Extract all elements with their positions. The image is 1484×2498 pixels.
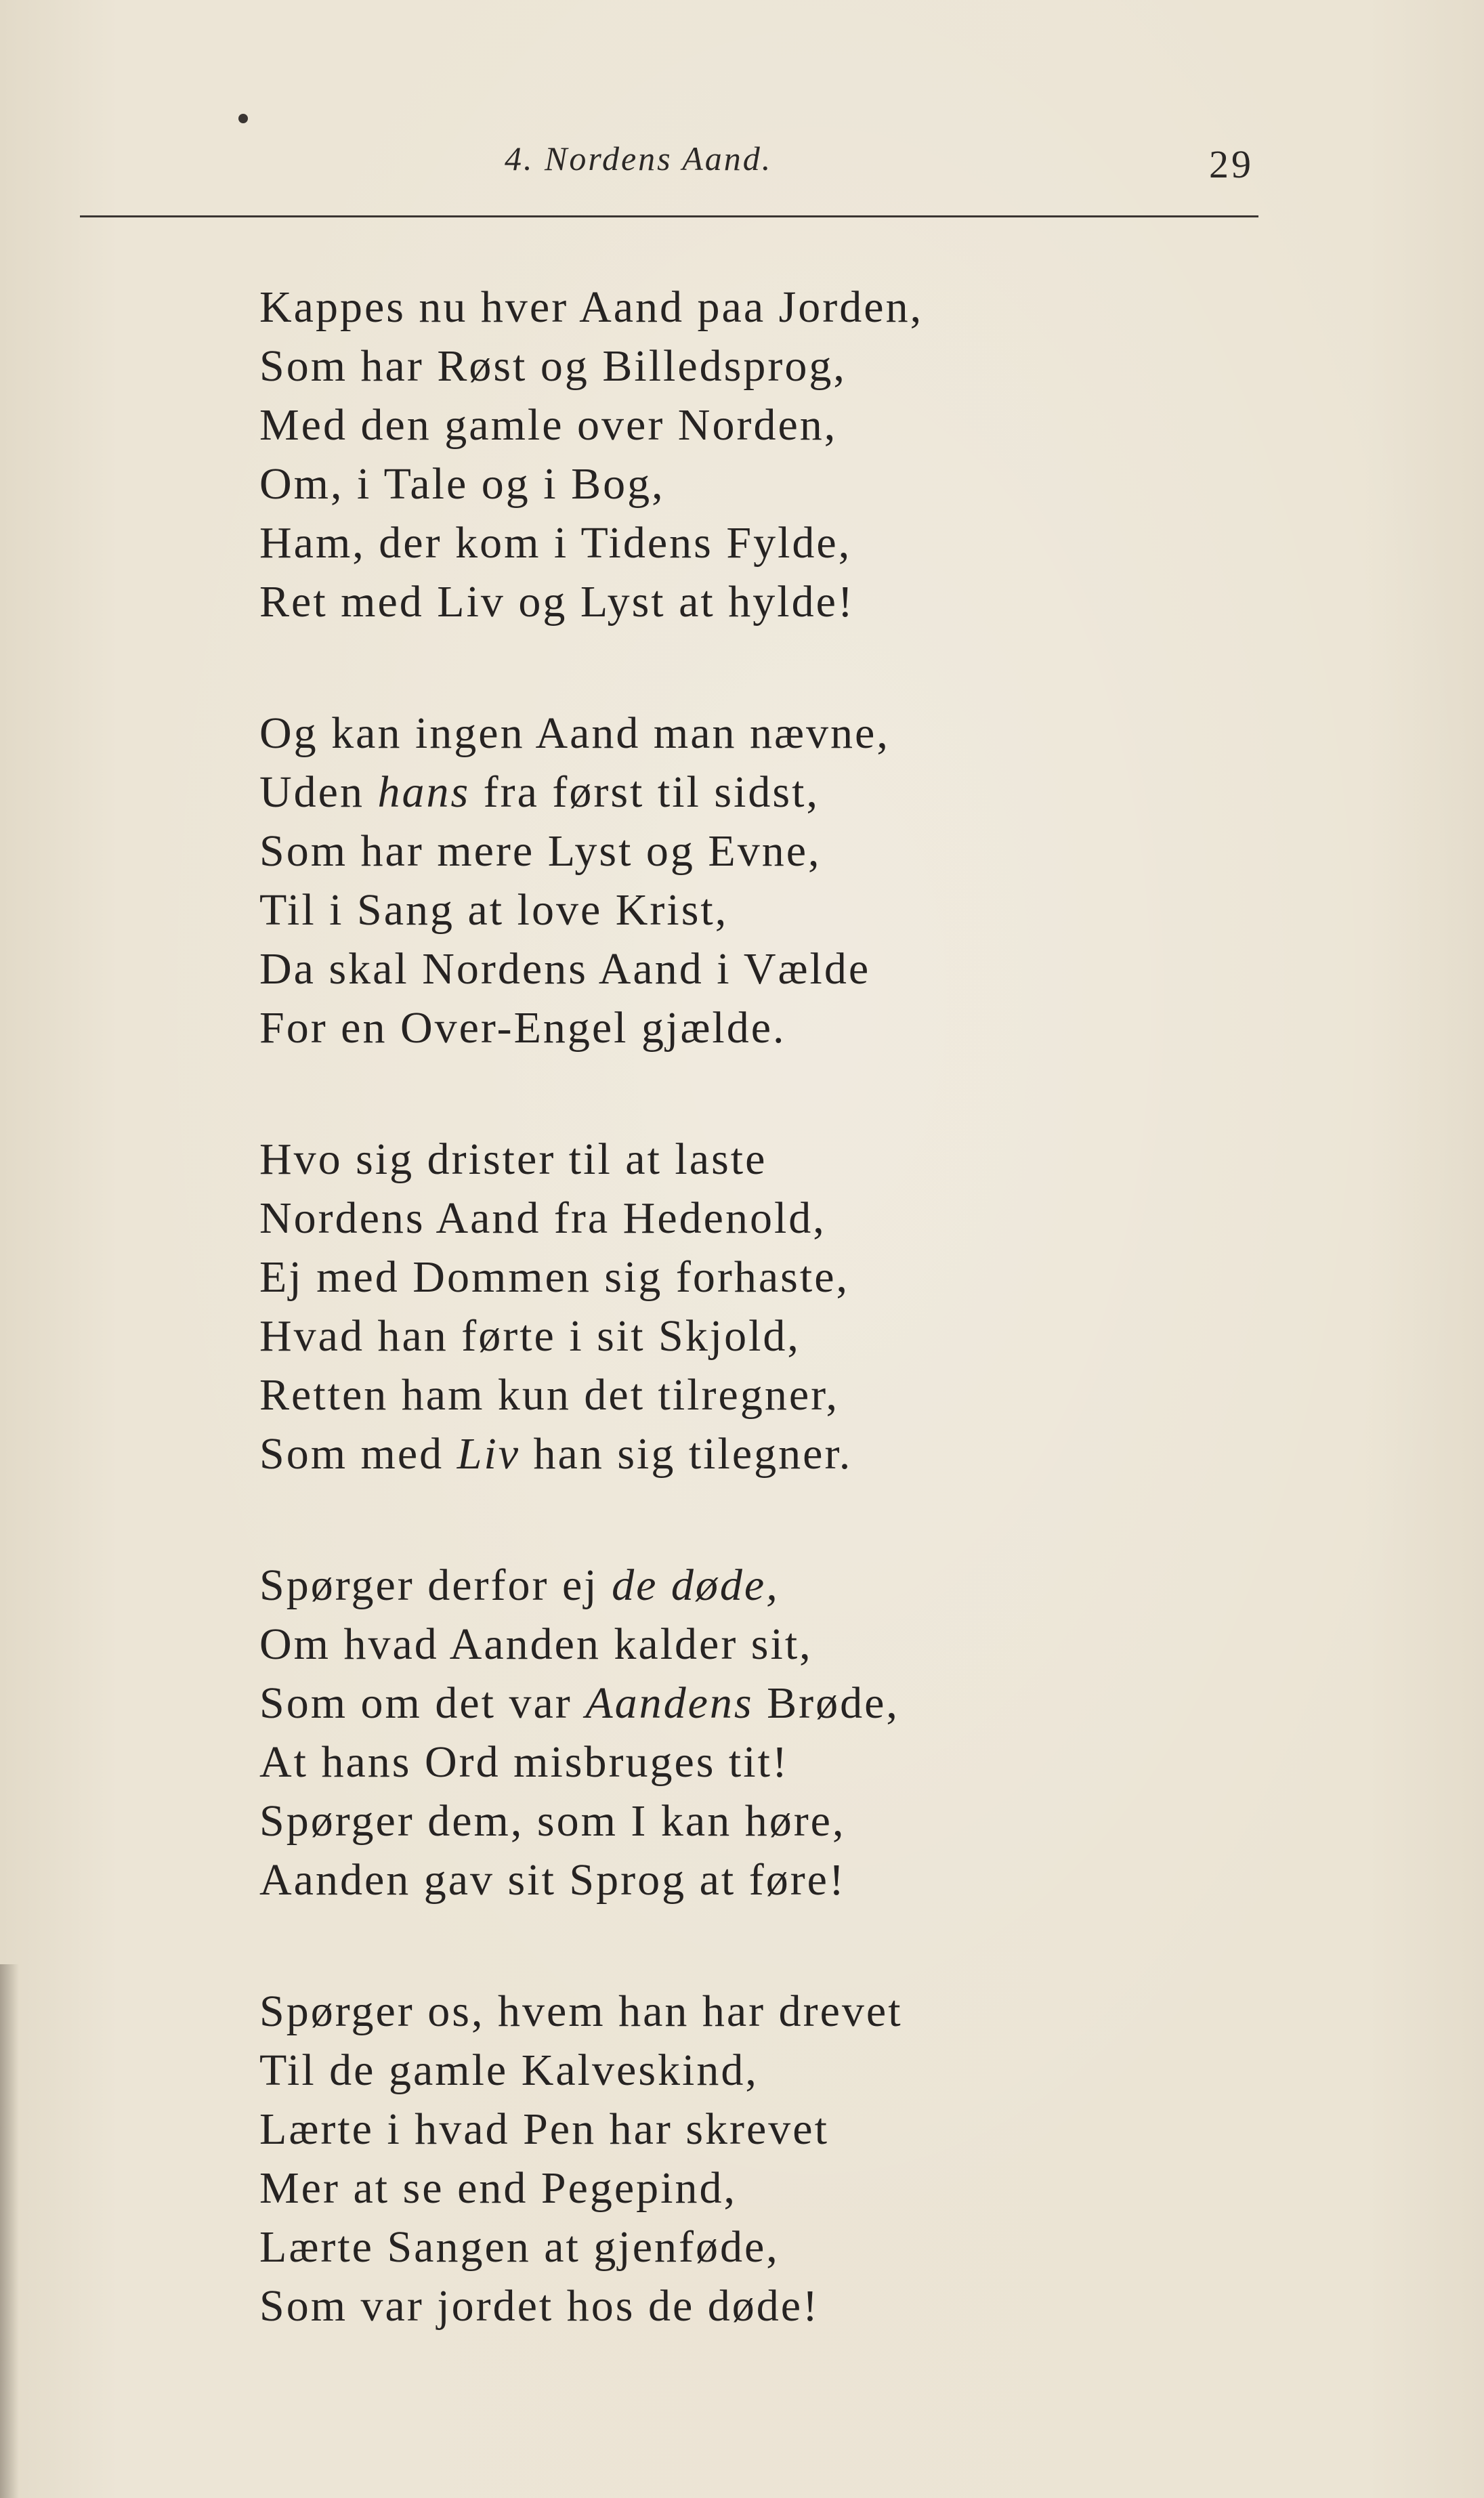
ink-speck xyxy=(238,114,248,123)
verse-line xyxy=(259,1366,1411,1424)
verse-text: Til de gamle Kalveskind, xyxy=(259,2046,759,2095)
verse-line xyxy=(259,454,1411,513)
verse-emphasis: hans xyxy=(377,767,471,817)
verse-line xyxy=(259,1733,1411,1792)
verse-line xyxy=(259,572,1411,631)
verse-text: At hans Ord misbruges tit! xyxy=(259,1737,789,1787)
verse-text: Mer at se end Pegepind, xyxy=(259,2163,737,2213)
verse-text: Aanden gav sit Sprog at føre! xyxy=(259,1855,846,1905)
verse-line xyxy=(259,1248,1411,1307)
verse-text: Til i Sang at love Krist, xyxy=(259,885,729,935)
verse-line xyxy=(259,1982,1411,2041)
verse-text: Som om det var xyxy=(259,1678,586,1728)
verse-line xyxy=(259,2041,1411,2100)
verse-line xyxy=(259,763,1411,822)
page-number: 29 xyxy=(1209,142,1254,186)
verse-text: Med den gamle over Norden, xyxy=(259,400,838,450)
verse-text: Som har mere Lyst og Evne, xyxy=(259,826,822,876)
verse-line xyxy=(259,2218,1411,2277)
verse-text: Da skal Nordens Aand i Vælde xyxy=(259,944,871,994)
verse-line xyxy=(259,1850,1411,1909)
gutter-shadow xyxy=(0,1964,19,2498)
stanza-3 xyxy=(259,1130,1411,1483)
verse-text: Spørger dem, som I kan høre, xyxy=(259,1796,846,1846)
verse-text: Hvo sig drister til at laste xyxy=(259,1135,767,1184)
verse-text: Brøde, xyxy=(753,1678,899,1728)
stanza-1 xyxy=(259,278,1411,631)
verse-line xyxy=(259,704,1411,763)
verse-line xyxy=(259,1189,1411,1248)
verse-emphasis: Aandens xyxy=(585,1678,754,1728)
verse-text: Spørger derfor ej xyxy=(259,1561,612,1610)
verse-line xyxy=(259,1792,1411,1850)
stanza-2 xyxy=(259,704,1411,1057)
verse-text: Ham, der kom i Tidens Fylde, xyxy=(259,518,852,568)
verse-text: Ret med Liv og Lyst at hylde! xyxy=(259,577,855,627)
verse-text: Og kan ingen Aand man nævne, xyxy=(259,708,890,758)
verse-text: Retten ham kun det tilregner, xyxy=(259,1370,839,1420)
verse-line xyxy=(259,396,1411,454)
verse-text: Om hvad Aanden kalder sit, xyxy=(259,1620,813,1669)
verse-line xyxy=(259,1424,1411,1483)
verse-text: Som med xyxy=(259,1429,457,1479)
verse-line xyxy=(259,513,1411,572)
stanza-4 xyxy=(259,1556,1411,1909)
verse-text: Ej med Dommen sig forhaste, xyxy=(259,1252,850,1302)
verse-text: fra først til sidst, xyxy=(470,767,820,817)
verse-line xyxy=(259,939,1411,998)
verse-text: Lærte i hvad Pen har skrevet xyxy=(259,2104,829,2154)
verse-line xyxy=(259,998,1411,1057)
verse-line xyxy=(259,1130,1411,1189)
verse-line xyxy=(259,2100,1411,2159)
stanza-5 xyxy=(259,1982,1411,2335)
verse-text: Lærte Sangen at gjenføde, xyxy=(259,2222,780,2272)
verse-text: Om, i Tale og i Bog, xyxy=(259,459,665,509)
verse-text: Hvad han førte i sit Skjold, xyxy=(259,1311,801,1361)
verse-line xyxy=(259,2277,1411,2335)
verse-line xyxy=(259,2159,1411,2218)
verse-line xyxy=(259,1615,1411,1674)
page-header xyxy=(0,139,1484,186)
verse-line xyxy=(259,1674,1411,1733)
running-title: 4. Nordens Aand. xyxy=(505,140,773,177)
header-rule xyxy=(80,215,1258,217)
verse-line xyxy=(259,278,1411,337)
verse-line xyxy=(259,337,1411,396)
verse-text: Uden xyxy=(259,767,378,817)
verse-text: Nordens Aand fra Hedenold, xyxy=(259,1193,826,1243)
verse-text: Spørger os, hvem han har drevet xyxy=(259,1987,903,2036)
verse-text: Kappes nu hver Aand paa Jorden, xyxy=(259,282,924,332)
verse-text: Som har Røst og Billedsprog, xyxy=(259,341,847,391)
verse-text: For en Over-Engel gjælde. xyxy=(259,1003,786,1053)
verse-emphasis: Liv xyxy=(457,1429,521,1479)
verse-text: Som var jordet hos de døde! xyxy=(259,2281,820,2331)
verse-text: han sig tilegner. xyxy=(520,1429,853,1479)
verse-emphasis: de døde, xyxy=(612,1561,780,1610)
verse-line xyxy=(259,881,1411,939)
poem xyxy=(259,278,1411,2408)
verse-line xyxy=(259,1556,1411,1615)
verse-line xyxy=(259,1307,1411,1366)
verse-line xyxy=(259,822,1411,881)
